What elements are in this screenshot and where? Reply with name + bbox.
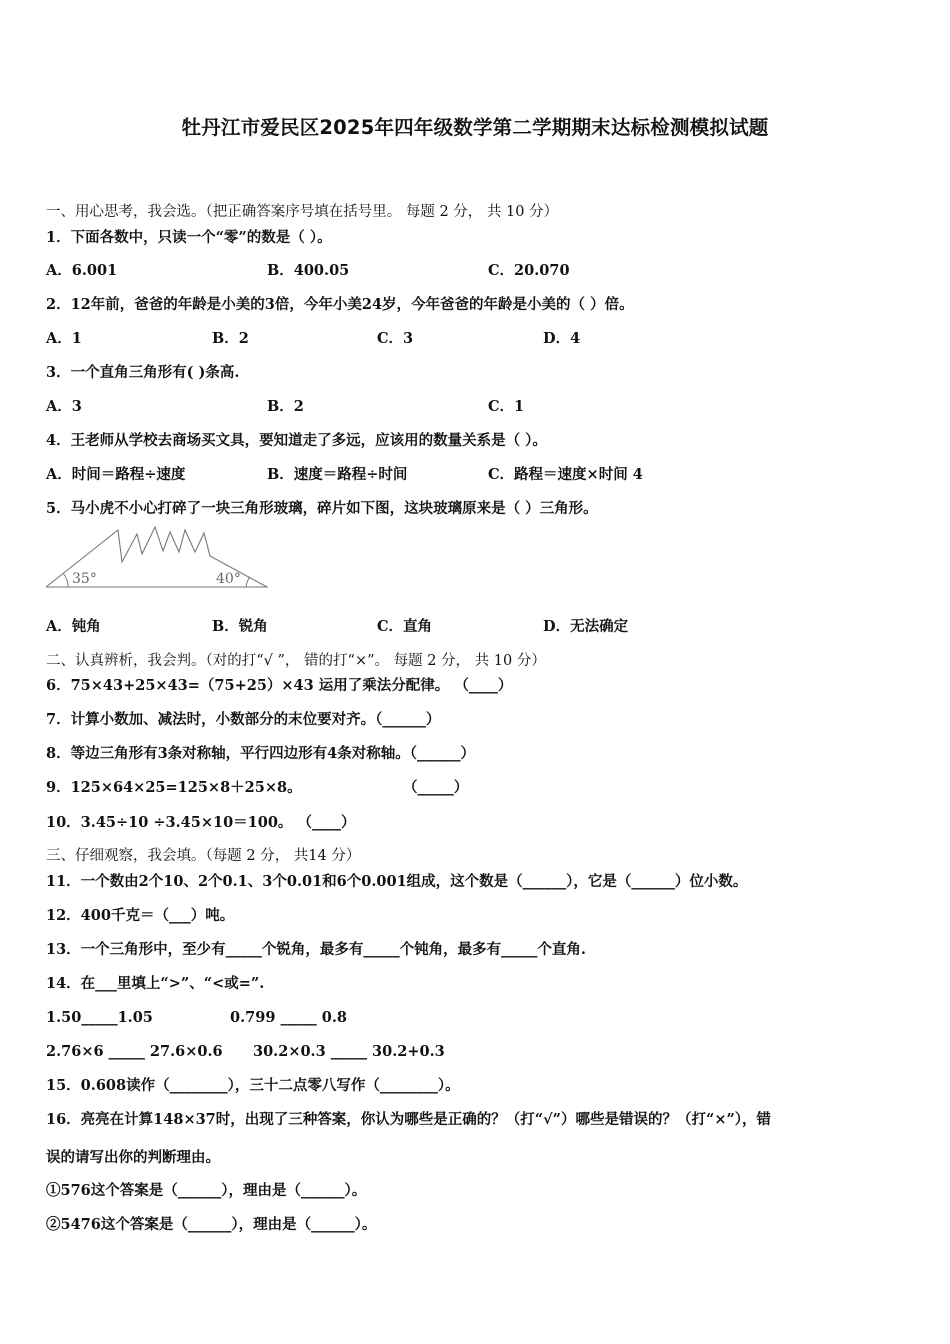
question-15: 15．0.608读作（________），三十二点零八写作（________）。	[46, 1077, 460, 1094]
question-3: 3．一个直角三角形有( )条高.	[46, 364, 240, 381]
broken-glass-figure	[44, 526, 272, 592]
q1-option-c: C．20.070	[488, 262, 570, 279]
question-6: 6．75×43+25×43=（75+25）×43 运用了乘法分配律。 （____）	[46, 677, 513, 694]
question-1: 1．下面各数中，只读一个“零”的数是（ ）。	[46, 229, 332, 246]
question-9-blank: （_____）	[403, 779, 469, 796]
left-angle-arc	[63, 574, 68, 588]
question-13: 13．一个三角形中，至少有_____个锐角，最多有_____个钝角，最多有_____个直角.	[46, 941, 586, 958]
question-16-line-2: 误的请写出你的判断理由。	[46, 1149, 220, 1166]
q2-option-a: A．1	[46, 330, 82, 347]
question-11: 11．一个数由2个10、2个0.1、3个0.01和6个0.001组成，这个数是（______），它是（______）位小数。	[46, 873, 748, 890]
q3-option-b: B．2	[267, 398, 304, 415]
section-3-header: 三、仔细观察，我会填。（每题 2 分， 共14 分）	[46, 848, 361, 864]
section-2-header: 二、认真辨析，我会判。（对的打“√ ”， 错的打“×”。 每题 2 分， 共 10 分）	[46, 653, 546, 669]
q4-option-b: B．速度＝路程÷时间	[267, 466, 408, 483]
q14-item-d: 30.2×0.3 _____ 30.2+0.3	[253, 1043, 445, 1060]
page-title: 牡丹江市爱民区2025年四年级数学第二学期期末达标检测模拟试题	[181, 116, 769, 139]
question-16-part-1: ①576这个答案是（______），理由是（______）。	[46, 1182, 367, 1199]
q14-item-a: 1.50_____1.05	[46, 1009, 153, 1026]
q14-item-b: 0.799 _____ 0.8	[230, 1009, 347, 1026]
q4-option-c: C．路程＝速度×时间 4	[488, 466, 643, 483]
q2-option-c: C．3	[377, 330, 414, 347]
question-5: 5．马小虎不小心打碎了一块三角形玻璃，碎片如下图，这块玻璃原来是（ ）三角形。	[46, 500, 598, 517]
q5-option-a: A．钝角	[46, 618, 101, 635]
q1-option-b: B．400.05	[267, 262, 350, 279]
q3-option-c: C．1	[488, 398, 525, 415]
question-2: 2．12年前，爸爸的年龄是小美的3倍，今年小美24岁，今年爸爸的年龄是小美的（ ）倍。	[46, 296, 634, 313]
q5-option-b: B．锐角	[212, 618, 268, 635]
question-9: 9．125×64×25=125×8＋25×8。	[46, 779, 302, 796]
question-12: 12．400千克＝（___）吨。	[46, 907, 235, 924]
q2-option-b: B．2	[212, 330, 249, 347]
q5-option-d: D．无法确定	[543, 618, 629, 635]
q5-option-c: C．直角	[377, 618, 433, 635]
section-1-header: 一、用心思考，我会选。（把正确答案序号填在括号里。 每题 2 分， 共 10 分）	[46, 204, 559, 220]
q3-option-a: A．3	[46, 398, 82, 415]
q2-option-d: D．4	[543, 330, 581, 347]
question-14: 14．在___里填上“>”、“<或=”.	[46, 975, 265, 992]
question-16-part-2: ②5476这个答案是（______），理由是（______）。	[46, 1216, 377, 1233]
question-4: 4．王老师从学校去商场买文具，要知道走了多远，应该用的数量关系是（ ）。	[46, 432, 547, 449]
question-16-line-1: 16．亮亮在计算148×37时，出现了三种答案，你认为哪些是正确的？（打“√”）哪些是错误的？（打“×”），错	[46, 1111, 772, 1128]
q14-item-c: 2.76×6 _____ 27.6×0.6	[46, 1043, 223, 1060]
right-angle-label: 40°	[216, 571, 241, 587]
question-10: 10．3.45÷10 ÷3.45×10＝100。 （____）	[46, 814, 356, 831]
question-8: 8．等边三角形有3条对称轴，平行四边形有4条对称轴。（______）	[46, 745, 476, 762]
q1-option-a: A．6.001	[46, 262, 118, 279]
right-angle-arc	[246, 577, 250, 587]
left-angle-label: 35°	[72, 571, 97, 587]
question-7: 7．计算小数加、减法时，小数部分的末位要对齐。（______）	[46, 711, 441, 728]
q4-option-a: A．时间＝路程÷速度	[46, 466, 186, 483]
